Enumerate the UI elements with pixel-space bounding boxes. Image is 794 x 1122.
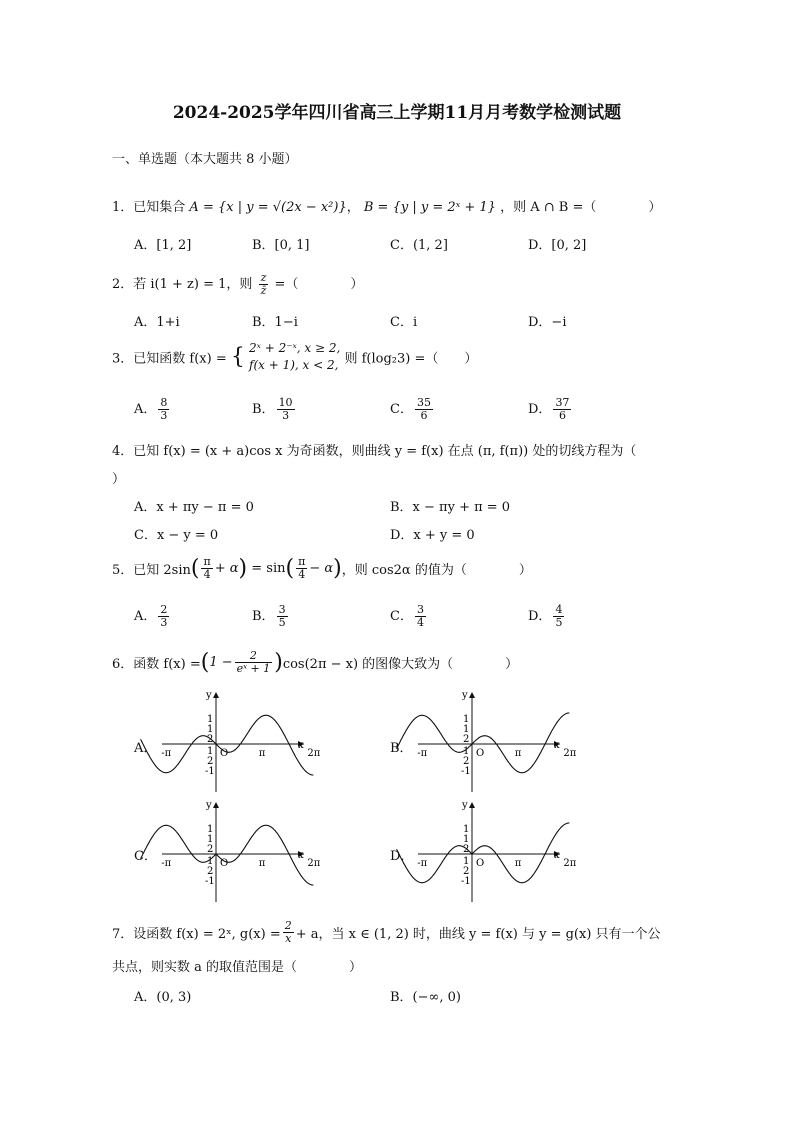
- q6-graph-a[interactable]: [158, 688, 321, 798]
- y-arrow: [213, 802, 219, 808]
- q7-tail: + a，当 x ∈ (1, 2) 时，曲线 y = f(x) 与 y = g(x) 只有一个公: [295, 927, 661, 942]
- q5-option-b-label: B．: [252, 609, 275, 624]
- q5-option-a-label: A．: [134, 609, 157, 624]
- q3-option-b-label: B．: [252, 402, 275, 417]
- axis-label-6: 1: [207, 856, 214, 867]
- q4-option-b[interactable]: B．x − πy + π = 0: [390, 500, 511, 515]
- q5-option-d-label: D．: [528, 609, 552, 624]
- q3-option-c[interactable]: [390, 397, 435, 422]
- axis-label-3: 1: [463, 714, 470, 725]
- axis-label-4: 1: [207, 834, 214, 845]
- question-7-line-1: [112, 920, 661, 945]
- tick-label-x-0: -π: [417, 748, 428, 759]
- q1-set-a: A = {x | y = √(2x − x²)}: [189, 200, 347, 215]
- q6-graph-d-svg: [414, 798, 577, 904]
- q5-d-frac: [553, 604, 564, 629]
- q5-c-den: 4: [416, 616, 424, 629]
- tick-label-x-1: π: [514, 748, 522, 759]
- q3-tail: 则 f(log₂3) =（ ）: [344, 351, 478, 367]
- q5-eq: = sin: [251, 561, 286, 576]
- axis-label-8: -1: [205, 766, 215, 777]
- q2-option-a[interactable]: A．1+i: [134, 315, 180, 330]
- q5-stem: 5．已知 2sin: [112, 563, 191, 578]
- q5-frac-2: [296, 556, 307, 581]
- axis-label-3: 1: [207, 824, 214, 835]
- axis-label-0: y: [462, 800, 468, 811]
- q1-sep: ，: [346, 200, 360, 215]
- axis-label-2: O: [220, 858, 229, 869]
- q6-fraction: [235, 650, 273, 675]
- q4-option-a[interactable]: A．x + πy − π = 0: [134, 500, 254, 515]
- q3-b-num: 10: [278, 396, 293, 409]
- axis-label-6: 1: [207, 746, 214, 757]
- q7-stem: 7．设函数 f(x) = 2ˣ, g(x) =: [112, 927, 281, 942]
- axis-label-2: O: [476, 858, 485, 869]
- tick-label-x-1: π: [258, 748, 266, 759]
- q4-option-d[interactable]: D．x + y = 0: [390, 528, 475, 543]
- q5-tail-1: + α: [214, 561, 239, 576]
- q2-fraction: [259, 272, 269, 297]
- q1-option-c[interactable]: C．(1, 2]: [390, 238, 448, 253]
- axis-label-0: y: [206, 800, 212, 811]
- q6-option-c[interactable]: C．: [134, 849, 157, 864]
- q2-tail: =（ ）: [274, 277, 364, 292]
- q3-stem: 3．已知函数 f(x) =: [112, 351, 227, 367]
- q5-option-d[interactable]: [528, 604, 566, 629]
- q3-cases: [249, 340, 340, 374]
- section-heading: 一、单选题（本大题共 8 小题）: [112, 152, 298, 167]
- axis-label-6: 1: [463, 856, 470, 867]
- q6-graph-a-svg: [158, 688, 321, 794]
- tick-label-x-0: -π: [417, 858, 428, 869]
- tick-label-x-0: -π: [161, 748, 172, 759]
- q3-a-den: 3: [160, 409, 168, 422]
- q5-d-num: 4: [555, 603, 563, 616]
- axis-label-0: y: [206, 690, 212, 701]
- axis-label-2: O: [220, 748, 229, 759]
- q6-tail: cos(2π − x) 的图像大致为（ ）: [282, 657, 519, 672]
- q6-one-minus: 1 −: [209, 655, 233, 670]
- question-1: [112, 196, 661, 215]
- function-curve: [397, 713, 570, 773]
- q3-option-d[interactable]: [528, 397, 573, 422]
- q3-d-num: 37: [555, 396, 570, 409]
- q2-frac-den: z̄: [260, 284, 267, 297]
- axis-label-4: 1: [463, 724, 470, 735]
- q6-option-b[interactable]: B．: [390, 741, 413, 756]
- axis-label-7: 2: [463, 866, 470, 877]
- q5-frac-2-den: 4: [298, 568, 306, 581]
- tick-label-x-1: π: [514, 858, 522, 869]
- q6-stem: 6．函数 f(x) =: [112, 657, 201, 672]
- function-curve: [141, 715, 314, 775]
- q5-a-frac: [158, 604, 169, 629]
- q6-graph-b[interactable]: [414, 688, 577, 798]
- q3-option-c-label: C．: [390, 402, 413, 417]
- tick-label-x-2: 2π: [307, 858, 321, 869]
- q5-c-frac: [415, 604, 426, 629]
- q6-graph-c[interactable]: [158, 798, 321, 908]
- q1-set-b: B = {y | y = 2ˣ + 1}: [363, 200, 496, 215]
- q2-option-c[interactable]: C．i: [390, 315, 418, 330]
- axis-label-3: 1: [207, 714, 214, 725]
- axis-label-0: y: [462, 690, 468, 701]
- y-arrow: [469, 692, 475, 698]
- question-5: [112, 556, 532, 581]
- q6-graph-c-svg: [158, 798, 321, 904]
- q6-option-a[interactable]: A．: [134, 741, 157, 756]
- q3-option-b-frac: [277, 397, 295, 422]
- q3-b-den: 3: [282, 409, 290, 422]
- q6-paren-close: ): [274, 650, 283, 675]
- q3-option-b[interactable]: [252, 397, 297, 422]
- q5-b-frac: [277, 604, 288, 629]
- axis-label-8: -1: [461, 766, 471, 777]
- q6-graph-b-svg: [414, 688, 577, 794]
- q1-tail: ，则 A ∩ B =（ ）: [500, 200, 662, 215]
- q2-frac-num: z: [260, 271, 267, 284]
- axis-label-1: x: [298, 740, 304, 751]
- q7-option-a[interactable]: A．(0, 3): [134, 990, 192, 1005]
- q3-option-a[interactable]: [134, 397, 171, 422]
- q5-frac-1: [201, 556, 212, 581]
- question-4-line-1: 4．已知 f(x) = (x + a)cos x 为奇函数，则曲线 y = f(x) 在点 (π, f(π)) 处的切线方程为（: [112, 444, 637, 459]
- q7-fraction: [283, 920, 294, 945]
- q6-frac-num: 2: [235, 650, 273, 663]
- q3-option-c-frac: [415, 397, 433, 422]
- function-curve: [141, 825, 314, 885]
- q3-option-d-frac: [553, 397, 571, 422]
- q5-b-den: 5: [278, 616, 286, 629]
- question-6: [112, 650, 518, 675]
- question-4-line-2: ）: [112, 472, 126, 487]
- axis-label-5: 2: [463, 844, 470, 855]
- q5-a-den: 3: [160, 616, 168, 629]
- axis-label-7: 2: [207, 756, 214, 767]
- q5-c-num: 3: [416, 603, 424, 616]
- page-title: 2024-2025学年四川省高三上学期11月月考数学检测试题: [172, 103, 622, 123]
- axis-label-3: 1: [463, 824, 470, 835]
- q5-paren-close-1: ): [238, 556, 248, 581]
- q3-option-d-label: D．: [528, 402, 552, 417]
- axis-label-1: x: [554, 850, 560, 861]
- tick-label-x-0: -π: [161, 858, 172, 869]
- q1-stem: 1．已知集合: [112, 200, 186, 215]
- q7-option-b[interactable]: B．(−∞, 0): [390, 990, 461, 1005]
- axis-label-1: x: [298, 850, 304, 861]
- q5-frac-1-den: 4: [203, 568, 211, 581]
- q1-option-a[interactable]: A．[1, 2]: [134, 238, 192, 253]
- q3-d-den: 6: [558, 409, 566, 422]
- tick-label-x-2: 2π: [563, 748, 577, 759]
- q3-case-2: f(x + 1), x < 2,: [249, 358, 339, 372]
- tick-label-x-2: 2π: [307, 748, 321, 759]
- q5-frac-1-num: π: [203, 555, 211, 568]
- axis-label-7: 2: [463, 756, 470, 767]
- axis-label-5: 2: [207, 844, 214, 855]
- q5-frac-2-num: π: [298, 555, 306, 568]
- q1-option-d[interactable]: D．[0, 2]: [528, 238, 587, 253]
- axis-label-2: O: [476, 748, 485, 759]
- tick-label-x-2: 2π: [563, 858, 577, 869]
- tick-label-x-1: π: [258, 858, 266, 869]
- question-3: [112, 340, 477, 374]
- axis-label-5: 2: [463, 734, 470, 745]
- q3-option-a-frac: [158, 397, 169, 422]
- q4-option-c[interactable]: C．x − y = 0: [134, 528, 219, 543]
- q5-tail: ，则 cos2α 的值为（ ）: [341, 563, 532, 578]
- q1-option-b[interactable]: B．[0, 1]: [252, 238, 310, 253]
- q2-option-b[interactable]: B．1−i: [252, 315, 298, 330]
- question-2: [112, 272, 363, 297]
- q3-option-a-label: A．: [134, 402, 157, 417]
- q6-graph-d[interactable]: [414, 798, 577, 908]
- q5-a-num: 2: [160, 603, 168, 616]
- q5-paren-close-2: ): [333, 556, 342, 581]
- axis-label-4: 1: [463, 834, 470, 845]
- q5-d-den: 5: [555, 616, 563, 629]
- q5-paren-open-2: (: [285, 556, 295, 581]
- axis-label-7: 2: [207, 866, 214, 877]
- q5-b-num: 3: [278, 603, 286, 616]
- y-arrow: [213, 692, 219, 698]
- q3-c-num: 35: [416, 396, 431, 409]
- function-curve: [397, 823, 570, 883]
- q5-option-b[interactable]: [252, 604, 290, 629]
- q3-case-1: 2ˣ + 2⁻ˣ, x ≥ 2,: [249, 341, 341, 355]
- q5-option-c-label: C．: [390, 609, 413, 624]
- q5-option-c[interactable]: [390, 604, 428, 629]
- axis-label-5: 2: [207, 734, 214, 745]
- q7-frac-den: x: [285, 932, 292, 945]
- q7-frac-num: 2: [284, 919, 292, 932]
- axis-label-4: 1: [207, 724, 214, 735]
- axis-label-1: x: [554, 740, 560, 751]
- q2-stem: 2．若 i(1 + z) = 1，则: [112, 277, 253, 292]
- axis-label-8: -1: [205, 876, 215, 887]
- q3-a-num: 8: [160, 396, 168, 409]
- q5-tail-2: − α: [309, 561, 334, 576]
- q6-option-d[interactable]: D．: [390, 849, 414, 864]
- q2-option-d[interactable]: D．−i: [528, 315, 567, 330]
- q6-paren-open: (: [200, 650, 210, 675]
- y-arrow: [469, 802, 475, 808]
- q5-option-a[interactable]: [134, 604, 171, 629]
- q5-paren-open-1: (: [190, 556, 200, 581]
- q3-brace: {: [230, 344, 245, 370]
- q3-c-den: 6: [420, 409, 428, 422]
- q6-frac-den: eˣ + 1: [236, 662, 271, 675]
- axis-label-6: 1: [463, 746, 470, 757]
- axis-label-8: -1: [461, 876, 471, 887]
- question-7-line-2: 共点，则实数 a 的取值范围是（ ）: [112, 960, 363, 975]
